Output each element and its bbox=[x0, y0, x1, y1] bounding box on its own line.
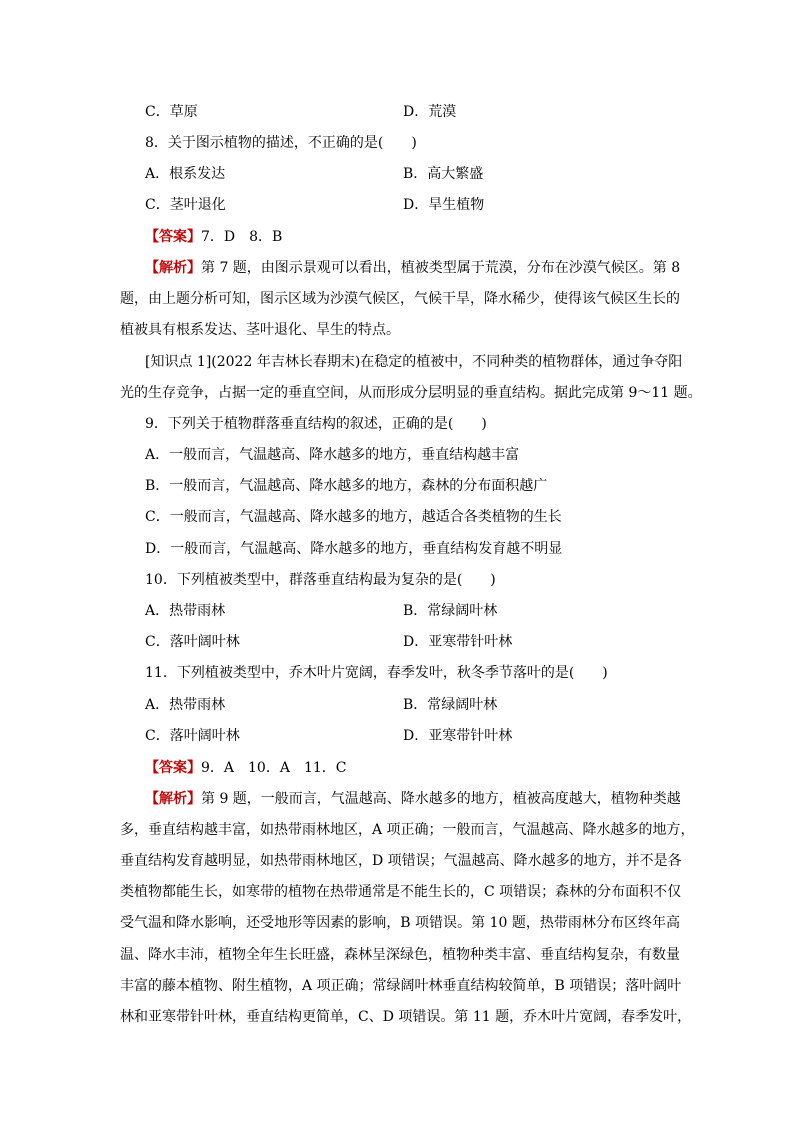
option-a: A．根系发达 bbox=[145, 166, 226, 182]
question-11 bbox=[0, 661, 794, 685]
analysis-text: 题，由上题分析可知，图示区域为沙漠气候区，气候干旱，降水稀少，使得该气候区生长的 bbox=[120, 291, 680, 307]
analysis-text: 多，垂直结构越丰富，如热带雨林地区，A 项正确；一般而言，气温越高、降水越多的地方， bbox=[120, 822, 695, 838]
analysis-2-line-1 bbox=[0, 787, 794, 811]
option-d: D．一般而言，气温越高、降水越多的地方，垂直结构发育越不明显 bbox=[145, 541, 563, 557]
knowledge-text: 光的生存竞争，占据一定的垂直空间，从而形成分层明显的垂直结构。据此完成第 9～11 题。 bbox=[120, 385, 702, 401]
analysis-2-line-5 bbox=[0, 911, 794, 935]
question-stem: 10．下列植被类型中，群落垂直结构最为复杂的是( ) bbox=[145, 572, 496, 588]
answer-block-1 bbox=[0, 225, 794, 249]
q8-options-row-2 bbox=[0, 193, 794, 217]
analysis-2-line-4 bbox=[0, 880, 794, 904]
answer-label: 【答案】 bbox=[145, 760, 201, 776]
analysis-2-line-8 bbox=[0, 1005, 794, 1029]
analysis-1-line-2 bbox=[0, 287, 794, 311]
q10-options-row-2 bbox=[0, 630, 794, 654]
option-b: B．常绿阔叶林 bbox=[403, 697, 498, 713]
option-d: D．荒漠 bbox=[403, 104, 457, 120]
q11-options-row-1 bbox=[0, 693, 794, 717]
q9-option-b bbox=[0, 474, 794, 498]
option-a: A．一般而言，气温越高、降水越多的地方，垂直结构越丰富 bbox=[145, 447, 520, 463]
analysis-2-line-3 bbox=[0, 849, 794, 873]
option-b: B．一般而言，气温越高、降水越多的地方，森林的分布面积越广 bbox=[145, 478, 548, 494]
option-c: C．落叶阔叶林 bbox=[145, 728, 240, 744]
question-8 bbox=[0, 131, 794, 155]
question-stem: 9．下列关于植物群落垂直结构的叙述，正确的是( ) bbox=[145, 416, 487, 432]
analysis-text: 第 9 题，一般而言，气温越高、降水越多的地方，植被高度越大，植物种类越 bbox=[201, 791, 681, 807]
q11-options-row-2 bbox=[0, 724, 794, 748]
analysis-text: 类植物都能生长，如寒带的植物在热带通常是不能生长的，C 项错误；森林的分布面积不仅 bbox=[120, 884, 682, 900]
knowledge-text: [知识点 1](2022 年吉林长春期末)在稳定的植被中，不同种类的植物群体，通过争夺阳 bbox=[145, 354, 683, 370]
analysis-text: 林和亚寒带针叶林，垂直结构更简单，C、D 项错误。第 11 题，乔木叶片宽阔，春季发叶， bbox=[120, 1009, 692, 1025]
option-c: C．一般而言，气温越高、降水越多的地方，越适合各类植物的生长 bbox=[145, 509, 562, 525]
option-a: A．热带雨林 bbox=[145, 697, 226, 713]
analysis-2-line-7 bbox=[0, 974, 794, 998]
question-9 bbox=[0, 412, 794, 436]
analysis-text: 温、降水丰沛，植物全年生长旺盛，森林呈深绿色，植物种类丰富、垂直结构复杂，有数量 bbox=[120, 947, 680, 963]
analysis-text: 垂直结构发育越明显，如热带雨林地区，D 项错误；气温越高、降水越多的地方，并不是各 bbox=[120, 853, 682, 869]
analysis-text: 第 7 题，由图示景观可以看出，植被类型属于荒漠，分布在沙漠气候区。第 8 bbox=[201, 260, 681, 276]
question-stem: 11．下列植被类型中，乔木叶片宽阔，春季发叶，秋冬季节落叶的是( ) bbox=[145, 665, 608, 681]
analysis-label: 【解析】 bbox=[145, 791, 201, 807]
option-a: A．热带雨林 bbox=[145, 603, 226, 619]
q9-option-c bbox=[0, 505, 794, 529]
answer-text: 7．D 8．B bbox=[201, 229, 283, 245]
q9-option-a bbox=[0, 443, 794, 467]
q7-options-row bbox=[0, 100, 794, 124]
analysis-text: 丰富的藤本植物、附生植物，A 项正确；常绿阔叶林垂直结构较简单，B 项错误；落叶阔叶 bbox=[120, 978, 682, 994]
answer-text: 9．A 10．A 11．C bbox=[201, 760, 347, 776]
option-c: C．落叶阔叶林 bbox=[145, 634, 240, 650]
knowledge-line-1 bbox=[0, 350, 794, 374]
analysis-text: 植被具有根系发达、茎叶退化、旱生的特点。 bbox=[120, 322, 400, 338]
question-10 bbox=[0, 568, 794, 592]
answer-block-2 bbox=[0, 756, 794, 780]
option-b: B．常绿阔叶林 bbox=[403, 603, 498, 619]
option-d: D．亚寒带针叶林 bbox=[403, 728, 513, 744]
analysis-label: 【解析】 bbox=[145, 260, 201, 276]
analysis-1-line-1 bbox=[0, 256, 794, 280]
option-d: D．旱生植物 bbox=[403, 197, 485, 213]
knowledge-line-2 bbox=[0, 381, 794, 405]
q8-options-row-1 bbox=[0, 162, 794, 186]
option-b: B．高大繁盛 bbox=[403, 166, 484, 182]
analysis-2-line-6 bbox=[0, 943, 794, 967]
analysis-2-line-2 bbox=[0, 818, 794, 842]
question-stem: 8．关于图示植物的描述，不正确的是( ) bbox=[145, 135, 417, 151]
analysis-1-line-3 bbox=[0, 318, 794, 342]
analysis-text: 受气温和降水影响，还受地形等因素的影响，B 项错误。第 10 题，热带雨林分布区终年高 bbox=[120, 915, 680, 931]
q9-option-d bbox=[0, 537, 794, 561]
option-c: C．茎叶退化 bbox=[145, 197, 226, 213]
option-d: D．亚寒带针叶林 bbox=[403, 634, 513, 650]
q10-options-row-1 bbox=[0, 599, 794, 623]
answer-label: 【答案】 bbox=[145, 229, 201, 245]
option-c: C．草原 bbox=[145, 104, 198, 120]
